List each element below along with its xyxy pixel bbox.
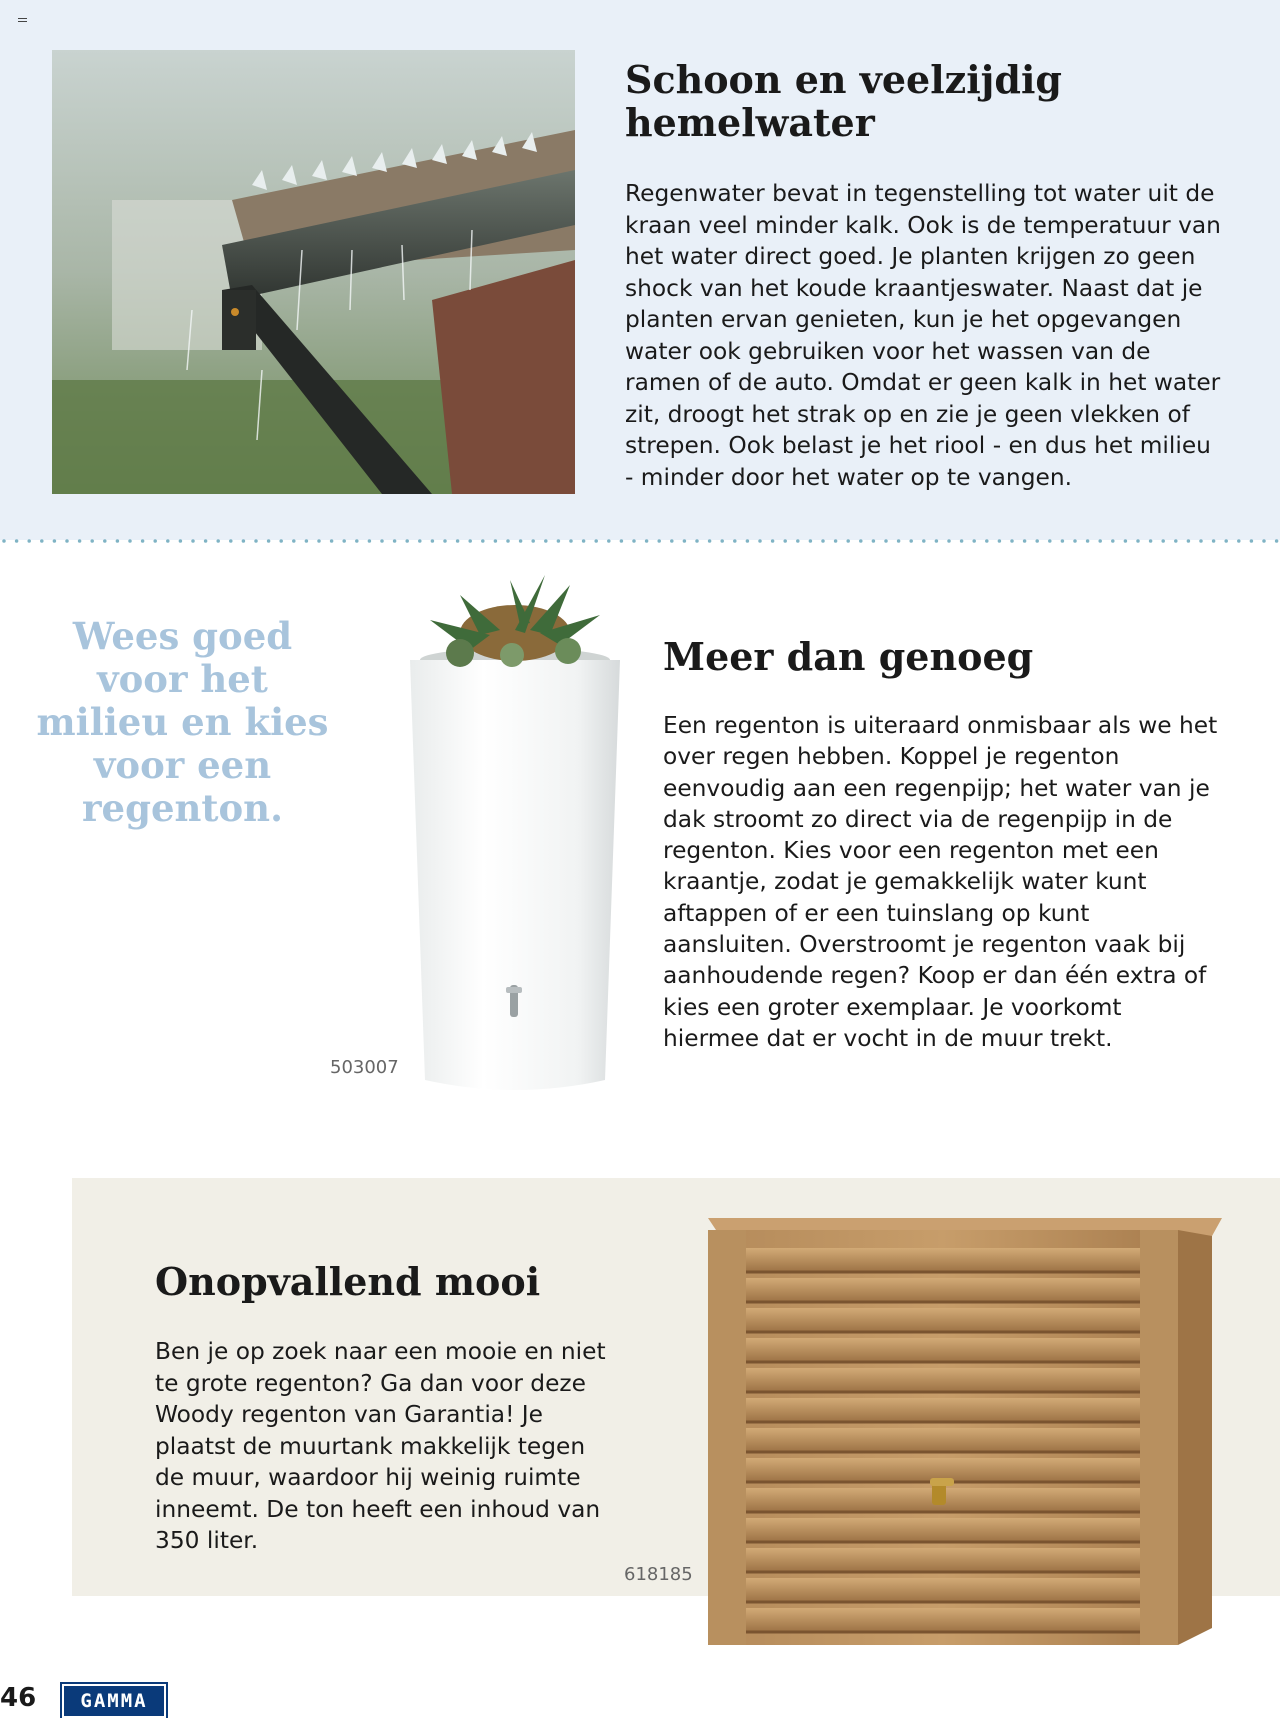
title-line-2: hemelwater (625, 100, 875, 145)
section-body-onopvallend: Ben je op zoek naar een mooie en niet te grote regenton? Ga dan voor deze Woody regenton van Garantia! Je plaatst de muurtank makkelijk tegen de muur, waardoor hij weinig ruimte inneemt. De ton heeft een inhoud van 350 liter. (155, 1338, 606, 1554)
pull-quote: Wees goed voor het milieu en kies voor een regenton. (36, 614, 329, 830)
gamma-logo (62, 1684, 166, 1718)
section-title-meer: Meer dan genoeg (663, 634, 1034, 679)
rain-barrel-image (400, 575, 630, 1100)
wood-slat (746, 1428, 1140, 1452)
section-title-schoon (625, 58, 1145, 144)
dotted-divider (0, 537, 1280, 545)
product-code: 503007 (330, 1057, 399, 1078)
title-line-1: Schoon en veelzijdig (625, 57, 1062, 102)
wooden-rain-tank-image (700, 1208, 1230, 1650)
wood-slat (746, 1278, 1140, 1302)
wood-slat (746, 1548, 1140, 1572)
wood-slat (746, 1578, 1140, 1602)
wood-slat (746, 1338, 1140, 1362)
section-body-schoon: Regenwater bevat in tegenstelling tot water uit de kraan veel minder kalk. Ook is de temperatuur van het water direct goed. Je planten krijgen zo geen shock van het koude kraantjeswater. Naast dat je planten ervan genieten, kun je het opgevangen water ook gebruiken voor het wassen van de ramen of de auto. Omdat er geen kalk in het water zit, droogt het strak op en zie je geen vlekken of strepen. Ook belast je het riool - en dus het milieu - minder door het water op te vangen. (625, 180, 1221, 491)
wood-slat (746, 1248, 1140, 1272)
brand-name: GAMMA (80, 1690, 148, 1712)
wood-slat (746, 1608, 1140, 1632)
product-code: 618185 (624, 1564, 693, 1585)
wood-slat (746, 1368, 1140, 1392)
rain-gutter-photo (52, 50, 575, 494)
menu-icon[interactable] (18, 18, 27, 25)
wood-slat (746, 1398, 1140, 1422)
page-number: 46 (0, 1683, 37, 1713)
wood-slat (746, 1518, 1140, 1542)
wood-slat (746, 1308, 1140, 1332)
section-body-meer: Een regenton is uiteraard onmisbaar als we het over regen hebben. Koppel je regenton eenvoudig aan een regenpijp; het water van je dak stroomt zo direct via de regenpijp in de regenton. Kies voor een regenton met een kraantje, zodat je gemakkelijk water kunt aftappen of er een tuinslang op kunt aansluiten. Overstroomt je regenton vaak bij aanhoudende regen? Koop er dan één extra of kies een groter exemplaar. Je voorkomt hiermee dat er vocht in de muur trekt. (663, 712, 1218, 1052)
section-title-onopvallend: Onopvallend mooi (155, 1259, 541, 1304)
